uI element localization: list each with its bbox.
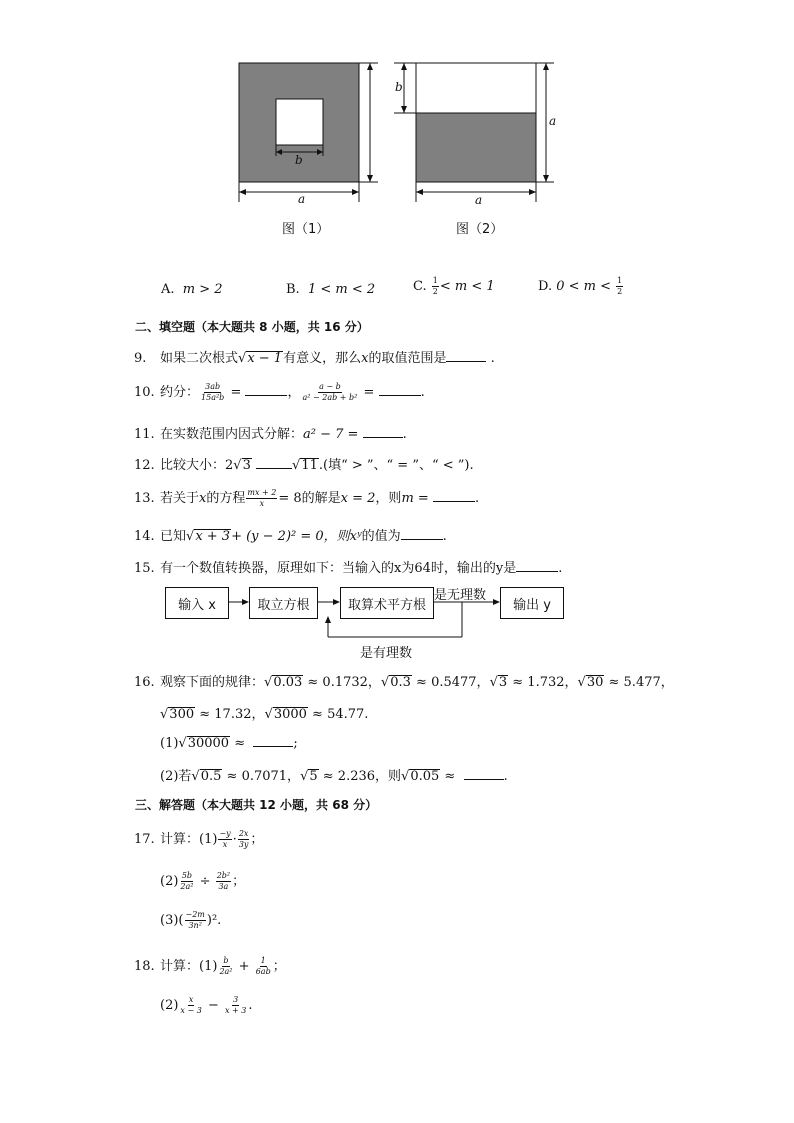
question-12: 12. 比较大小：2√3 √11.(填“ > ”、“ = ”、“ < ”).: [134, 458, 474, 473]
fig2-top-label: b: [395, 80, 403, 94]
fig2-bottom-label: a: [475, 193, 483, 207]
answer-blank: [363, 425, 403, 438]
flow-cube-root-box: 取立方根: [249, 587, 318, 619]
question-13: 13. 若关于x的方程 $\frac{mx + 2}{x}$ = 8的解是x = 2，则m = .: [134, 488, 480, 508]
question-17-part-1: 17. 计算：(1) $\frac{-y}{x}$ · $\frac{2x}{3y}$ ；: [134, 829, 264, 849]
question-16-part-1: (1)√30000 ≈ ;: [160, 736, 298, 751]
question-14: 14. 已知√x + 3+ (y − 2)² = 0，则xʸ的值为 .: [134, 529, 447, 544]
answer-blank: [401, 527, 443, 540]
fig1-caption: 图（1）: [282, 222, 330, 237]
flow-irrational-label: 是无理数: [434, 588, 487, 603]
question-15: 15. 有一个数值转换器，原理如下：当输入的x为64时，输出的y是 .: [134, 561, 563, 576]
option-b: B. 1 < m < 2: [286, 282, 376, 297]
answer-blank: [516, 559, 558, 572]
flow-output-box: 输出 y: [500, 587, 564, 619]
figure-1: [239, 63, 378, 202]
flow-input-box: 输入 x: [165, 587, 229, 619]
question-18-part-2: (2) $\frac{x}{x - 3}$ − $\frac{3}{x + 3}$ .: [160, 995, 253, 1015]
question-16-part-2: (2)若√0.5 ≈ 0.7071，√5 ≈ 2.236，则√0.05 ≈ .: [160, 769, 508, 784]
option-d: D. 0 < m < $\frac{1}{2}$: [538, 276, 623, 296]
figure-2: [394, 63, 557, 202]
flow-rational-label: 是有理数: [360, 646, 413, 661]
question-16-line-2: √300 ≈ 17.32，√3000 ≈ 54.77.: [160, 707, 369, 722]
fig1-outer-label: a: [298, 192, 306, 206]
question-16-line-1: 16. 观察下面的规律：√0.03 ≈ 0.1732，√0.3 ≈ 0.5477，√3 ≈ 1.732，√30 ≈ 5.477，: [134, 675, 674, 690]
answer-blank: [245, 383, 287, 396]
fig2-right-label: a: [549, 114, 557, 128]
answer-blank: [379, 383, 421, 396]
question-18-part-1: 18. 计算：(1) $\frac{b}{\text{2a²}}$ + $\frac{1}{6ab}$ ；: [134, 956, 286, 976]
question-10: 10. 约分： $\frac{3ab}{\text{15a²b}}$ = ， $\frac{a - b}{\text{a² − 2ab + b²}}$ = .: [134, 382, 425, 402]
answer-blank: [464, 767, 504, 780]
section-3-heading: 三、解答题（本大题共 12 小题，共 68 分）: [135, 798, 378, 812]
fig1-inner-label: b: [295, 153, 303, 167]
option-a: A. m > 2: [161, 282, 223, 297]
answer-blank: [446, 349, 486, 362]
answer-blank: [433, 489, 475, 502]
answer-blank: [253, 734, 293, 747]
question-11: 11. 在实数范围内因式分解：a² − 7 = .: [134, 427, 407, 442]
flow-sqrt-box: 取算术平方根: [340, 587, 434, 619]
option-c: C. $\frac{1}{2}$ < m < 1: [413, 276, 495, 296]
answer-blank: [256, 456, 292, 469]
question-17-part-2: (2) $\frac{5b}{\text{2a²}}$ ÷ $\frac{\text{2b²}}{3a}$ ；: [160, 871, 246, 891]
question-17-part-3: (3)( $\frac{-2m}{\text{3n²}}$ )².: [160, 910, 222, 930]
question-9: 9. 如果二次根式√x − 1有意义，那么x的取值范围是 .: [134, 351, 495, 366]
section-2-heading: 二、填空题（本大题共 8 小题，共 16 分）: [135, 320, 369, 334]
fig2-caption: 图（2）: [456, 222, 504, 237]
